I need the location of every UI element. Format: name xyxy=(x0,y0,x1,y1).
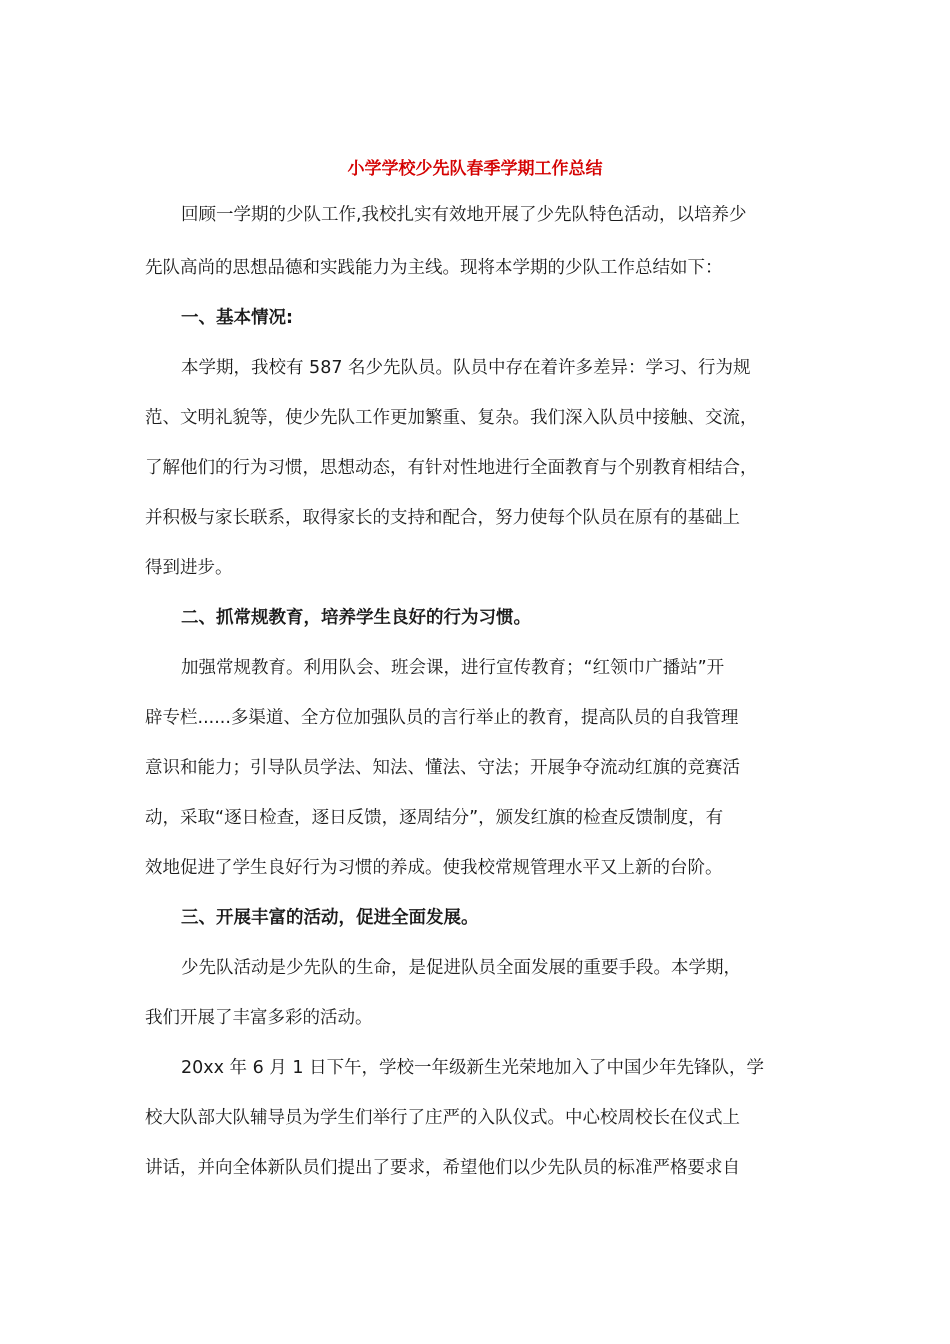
paragraph-line: 并积极与家长联系，取得家长的支持和配合，努力使每个队员在原有的基础上 xyxy=(145,508,740,528)
paragraph-line: 意识和能力；引导队员学法、知法、懂法、守法；开展争夺流动红旗的竞赛活 xyxy=(145,758,740,778)
paragraph-line: 范、文明礼貌等，使少先队工作更加繁重、复杂。我们深入队员中接触、交流， xyxy=(145,408,758,428)
paragraph-line: 讲话，并向全体新队员们提出了要求，希望他们以少先队员的标准严格要求自 xyxy=(145,1158,740,1178)
paragraph-line: 得到进步。 xyxy=(145,558,233,578)
paragraph-line: 动，采取“逐日检查，逐日反馈，逐周结分”，颁发红旗的检查反馈制度，有 xyxy=(145,808,724,828)
paragraph-line: 先队高尚的思想品德和实践能力为主线。现将本学期的少队工作总结如下： xyxy=(145,258,723,278)
paragraph-line: 辟专栏......多渠道、全方位加强队员的言行举止的教育，提高队员的自我管理 xyxy=(145,708,739,728)
paragraph-line: 回顾一学期的少队工作,我校扎实有效地开展了少先队特色活动，以培养少 xyxy=(181,205,747,225)
section-heading-activities: 三、开展丰富的活动，促进全面发展。 xyxy=(181,908,479,928)
paragraph-line: 本学期，我校有 587 名少先队员。队员中存在着许多差异：学习、行为规 xyxy=(181,358,751,378)
paragraph-line: 少先队活动是少先队的生命，是促进队员全面发展的重要手段。本学期， xyxy=(181,958,741,978)
paragraph-line: 校大队部大队辅导员为学生们举行了庄严的入队仪式。中心校周校长在仪式上 xyxy=(145,1108,740,1128)
section-heading-routine: 二、抓常规教育，培养学生良好的行为习惯。 xyxy=(181,608,531,628)
document-title: 小学学校少先队春季学期工作总结 xyxy=(347,159,603,179)
paragraph-line: 效地促进了学生良好行为习惯的养成。使我校常规管理水平又上新的台阶。 xyxy=(145,858,723,878)
paragraph-line: 20xx 年 6 月 1 日下午，学校一年级新生光荣地加入了中国少年先锋队，学 xyxy=(181,1058,765,1078)
paragraph-line: 加强常规教育。利用队会、班会课，进行宣传教育；“红领巾广播站”开 xyxy=(181,658,725,678)
paragraph-line: 了解他们的行为习惯，思想动态，有针对性地进行全面教育与个别教育相结合， xyxy=(145,458,758,478)
section-heading-basic: 一、基本情况: xyxy=(181,308,293,328)
paragraph-line: 我们开展了丰富多彩的活动。 xyxy=(145,1008,373,1028)
